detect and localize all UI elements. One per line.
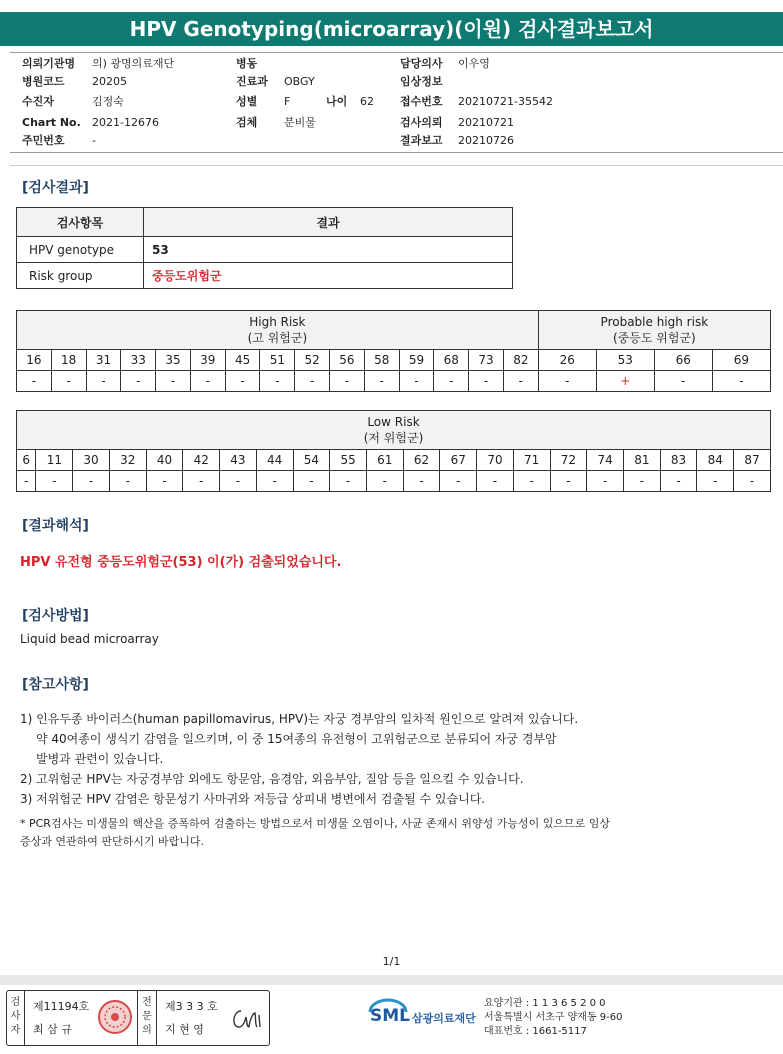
org-phone: 대표번호 : 1661-5117 — [484, 1026, 587, 1037]
hpv-result-cell: - — [697, 471, 734, 492]
reference-text — [20, 709, 578, 809]
org-address: 서울특별시 서초구 양재동 9-60 — [484, 1012, 623, 1023]
report-title: HPV Genotyping(microarray)(이원) 검사결과보고서 — [0, 12, 783, 46]
hpv-result-cell: - — [121, 371, 156, 392]
reference-line: 발병과 관련이 있습니다. — [36, 752, 164, 766]
hpv-result-cell: - — [660, 471, 697, 492]
hpv-result-cell: - — [364, 371, 399, 392]
hpv-type-cell: 26 — [538, 350, 596, 371]
hpv-result-cell: - — [623, 471, 660, 492]
low-risk-header: Low Risk (저 위험군) — [17, 411, 771, 450]
low-risk-table — [16, 410, 771, 492]
hpv-type-cell: 74 — [587, 450, 624, 471]
hpv-type-cell: 44 — [256, 450, 293, 471]
reference-line: 2) 고위험군 HPV는 자궁경부암 외에도 항문암, 음경암, 외음부암, 질암 등을 일으킬 수 있습니다. — [20, 772, 524, 786]
institution-row: 의뢰기관명 의) 광명의료재단 — [22, 57, 175, 70]
hpv-type-cell: 71 — [513, 450, 550, 471]
hpv-type-cell: 70 — [477, 450, 514, 471]
hpv-result-cell: - — [183, 471, 220, 492]
hpv-result-cell: - — [86, 371, 121, 392]
hpv-type-cell: 31 — [86, 350, 121, 371]
hpv-result-cell: - — [36, 471, 73, 492]
risk-group-value: 중등도위험군 — [144, 263, 513, 289]
hpv-type-cell: 68 — [434, 350, 469, 371]
examiner-label: 검사자 — [7, 991, 25, 1045]
hpv-type-cell: 81 — [623, 450, 660, 471]
hpv-result-cell: - — [156, 371, 191, 392]
hpv-result-cell: - — [550, 471, 587, 492]
low-risk-types-row — [17, 450, 771, 471]
signature-box — [6, 990, 270, 1046]
hpv-result-cell: - — [293, 471, 330, 492]
interpretation-text: HPV 유전형 중등도위험군(53) 이(가) 검출되었습니다. — [20, 555, 342, 570]
note-line: 증상과 연관하여 판단하시기 바랍니다. — [20, 835, 205, 848]
hpv-result-cell: - — [260, 371, 295, 392]
chart-row: Chart No. 2021-12676 — [22, 116, 159, 129]
section-method: [검사방법] — [22, 608, 89, 624]
hpv-result-cell: - — [587, 471, 624, 492]
hpv-result-cell: - — [366, 471, 403, 492]
hpv-type-cell: 42 — [183, 450, 220, 471]
reference-line: 1) 인유두종 바이러스(human papillomavirus, HPV)는 자궁 경부암의 일차적 원인으로 알려져 있습니다. — [20, 712, 579, 726]
hpv-result-cell: - — [654, 371, 712, 392]
risk-group-label: Risk group — [17, 263, 144, 289]
signature-icon — [229, 1005, 263, 1033]
high-risk-header: High Risk (고 위험군) — [17, 311, 539, 350]
hpv-type-cell: 58 — [364, 350, 399, 371]
hpv-type-cell: 54 — [293, 450, 330, 471]
specimen-row: 검체 분비물 — [236, 116, 316, 129]
section-results: [검사결과] — [22, 180, 89, 196]
hpv-result-cell: - — [295, 371, 330, 392]
genotype-value: 53 — [144, 237, 513, 263]
hpv-result-cell: - — [256, 471, 293, 492]
org-code: 요양기관 : 1 1 3 6 5 2 0 0 — [484, 998, 606, 1009]
hpv-type-cell: 43 — [220, 450, 257, 471]
hpv-result-cell: - — [440, 471, 477, 492]
section-reference: [참고사항] — [22, 677, 89, 693]
hpv-result-cell: - — [477, 471, 514, 492]
seal-icon — [97, 999, 133, 1035]
footer-divider — [0, 975, 783, 985]
hpv-type-cell: 39 — [190, 350, 225, 371]
hpv-result-cell: - — [403, 471, 440, 492]
specialist-label: 전문의 — [137, 991, 157, 1045]
hpv-type-cell: 33 — [121, 350, 156, 371]
hpv-result-cell: - — [399, 371, 434, 392]
hpv-result-cell: - — [513, 471, 550, 492]
report-row: 결과보고 20210726 — [400, 134, 514, 147]
hpv-result-cell: - — [330, 371, 365, 392]
ward-row: 병동 — [236, 57, 258, 70]
hpv-result-cell: - — [469, 371, 504, 392]
header-divider — [10, 165, 783, 166]
high-risk-results-row — [17, 371, 771, 392]
probable-high-risk-header: Probable high risk (중등도 위험군) — [538, 311, 770, 350]
dept-row: 진료과 OBGY — [236, 75, 315, 88]
hpv-type-cell: 53 — [596, 350, 654, 371]
hpv-type-cell: 84 — [697, 450, 734, 471]
hpv-type-cell: 30 — [73, 450, 110, 471]
hpv-type-cell: 56 — [330, 350, 365, 371]
hpv-type-cell: 32 — [109, 450, 146, 471]
hpv-result-cell: - — [190, 371, 225, 392]
specialist-name: 지 현 영 — [165, 1023, 204, 1036]
hpv-result-cell: - — [146, 471, 183, 492]
hpv-type-cell: 62 — [403, 450, 440, 471]
genotype-label: HPV genotype — [17, 237, 144, 263]
hpv-result-cell: - — [330, 471, 367, 492]
hpv-type-cell: 45 — [225, 350, 260, 371]
specialist-no: 제3 3 3 호 — [165, 1000, 218, 1013]
high-risk-types-row — [17, 350, 771, 371]
hpv-type-cell: 55 — [330, 450, 367, 471]
examiner-no: 제11194호 — [33, 1000, 90, 1013]
hpv-type-cell: 82 — [503, 350, 538, 371]
note-line: * PCR검사는 미생물의 핵산을 증폭하여 검출하는 방법으로서 미생물 오염이나, 사균 존재시 위양성 가능성이 있으므로 임상 — [20, 817, 610, 830]
hpv-result-cell: - — [734, 471, 771, 492]
reference-line: 3) 저위험군 HPV 감염은 항문성기 사마귀와 저등급 상피내 병변에서 검출될 수 있습니다. — [20, 792, 486, 806]
header-top-line — [10, 52, 783, 53]
hpv-result-cell: - — [712, 371, 770, 392]
low-risk-results-row — [17, 471, 771, 492]
hpv-result-cell: - — [220, 471, 257, 492]
page-number: 1/1 — [382, 955, 401, 968]
hpv-type-cell: 52 — [295, 350, 330, 371]
hpv-type-cell: 18 — [51, 350, 86, 371]
patient-row: 수진자 김정숙 — [22, 95, 124, 108]
doctor-row: 담당의사 이우영 — [400, 57, 490, 70]
hpv-type-cell: 67 — [440, 450, 477, 471]
result-table — [16, 207, 513, 289]
hpv-result-cell: + — [596, 371, 654, 392]
table-row — [17, 263, 513, 289]
hpv-result-cell: - — [225, 371, 260, 392]
hpv-type-cell: 51 — [260, 350, 295, 371]
org-address-block — [484, 997, 623, 1039]
hpv-type-cell: 69 — [712, 350, 770, 371]
header-bottom-line — [10, 152, 783, 153]
hpv-result-cell: - — [51, 371, 86, 392]
hospital-code-row: 병원코드 20205 — [22, 75, 127, 88]
high-risk-table — [16, 310, 771, 392]
result-col-item: 검사항목 — [17, 208, 144, 237]
sex-row: 성별 F 나이 62 — [236, 95, 374, 108]
request-row: 검사의뢰 20210721 — [400, 116, 514, 129]
result-col-result: 결과 — [144, 208, 513, 237]
hpv-type-cell: 72 — [550, 450, 587, 471]
hpv-result-cell: - — [73, 471, 110, 492]
clinical-row: 임상정보 — [400, 75, 443, 88]
hpv-result-cell: - — [17, 471, 36, 492]
hpv-result-cell: - — [17, 371, 52, 392]
receipt-row: 접수번호 20210721-35542 — [400, 95, 553, 108]
hpv-type-cell: 66 — [654, 350, 712, 371]
hpv-type-cell: 16 — [17, 350, 52, 371]
section-interpretation: [결과해석] — [22, 518, 89, 534]
hpv-type-cell: 61 — [366, 450, 403, 471]
hpv-type-cell: 6 — [17, 450, 36, 471]
method-text: Liquid bead microarray — [20, 632, 159, 646]
org-name: 삼광의료재단 — [412, 1012, 476, 1025]
table-row — [17, 237, 513, 263]
hpv-type-cell: 73 — [469, 350, 504, 371]
hpv-type-cell: 35 — [156, 350, 191, 371]
hpv-type-cell: 40 — [146, 450, 183, 471]
hpv-type-cell: 11 — [36, 450, 73, 471]
examiner-name: 최 삼 규 — [33, 1023, 72, 1036]
pcr-note — [20, 815, 610, 851]
hpv-type-cell: 59 — [399, 350, 434, 371]
hpv-result-cell: - — [109, 471, 146, 492]
hpv-result-cell: - — [538, 371, 596, 392]
reference-line: 약 40여종이 생식기 감염을 일으키며, 이 중 15여종의 유전형이 고위험군으로 분류되어 자궁 경부암 — [36, 732, 557, 746]
sml-logo-text: SML — [370, 1006, 410, 1026]
hpv-result-cell: - — [503, 371, 538, 392]
hpv-type-cell: 83 — [660, 450, 697, 471]
rrn-row: 주민번호 - — [22, 134, 96, 147]
hpv-result-cell: - — [434, 371, 469, 392]
hpv-type-cell: 87 — [734, 450, 771, 471]
